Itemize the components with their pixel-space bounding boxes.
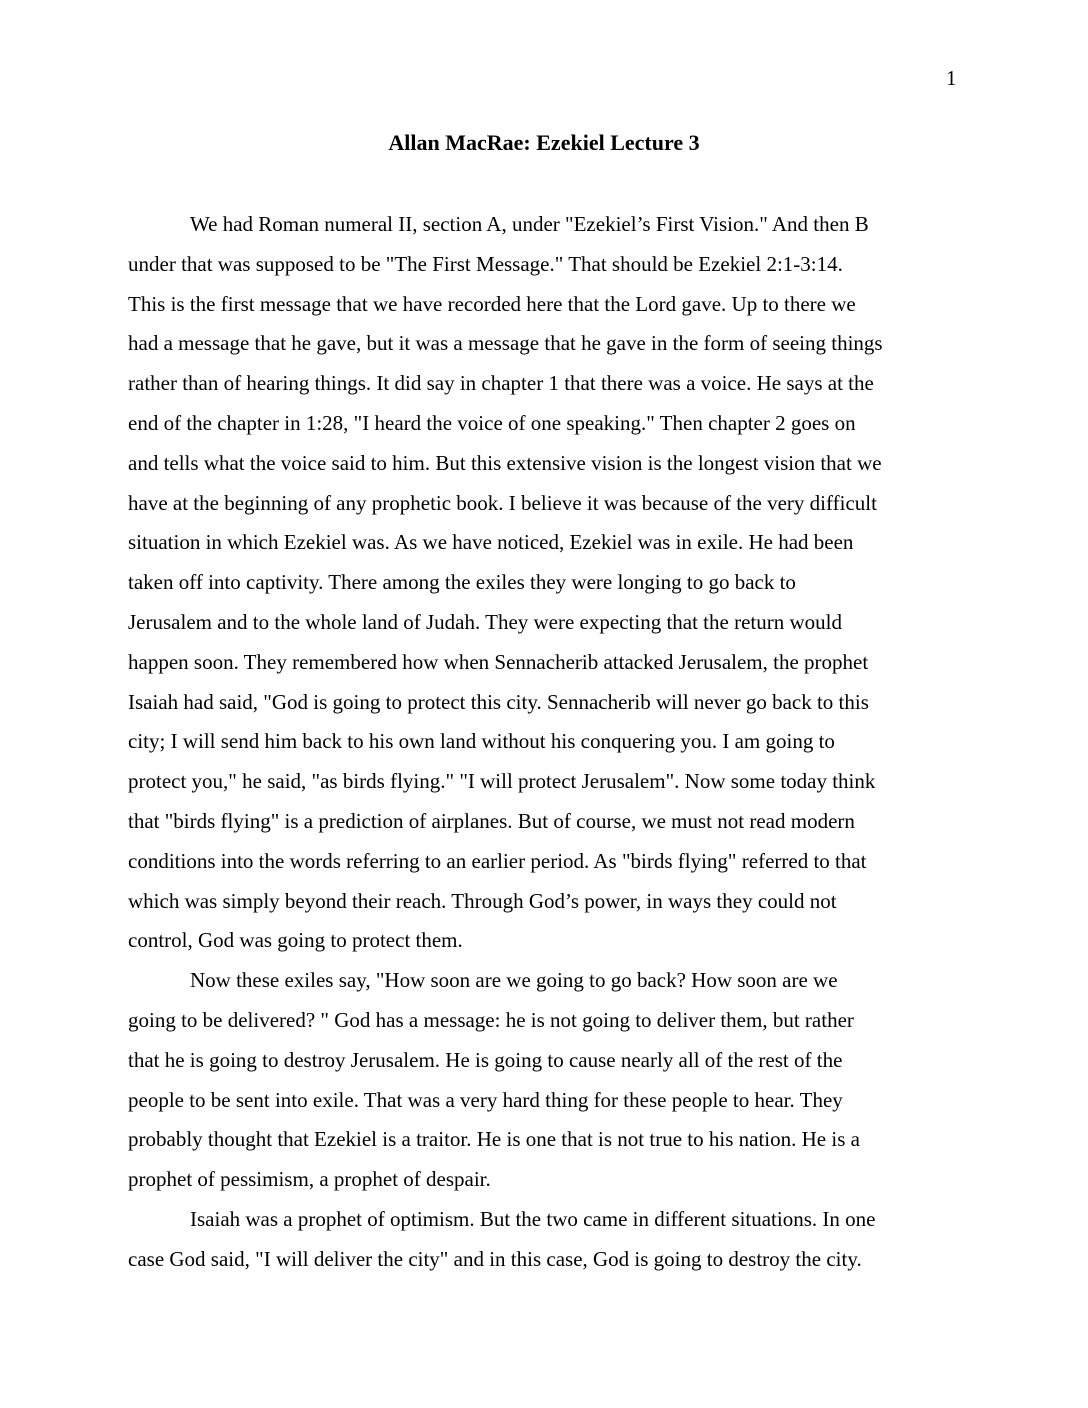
text-line: had a message that he gave, but it was a message that he gave in the form of seeing things — [128, 331, 883, 356]
text-line: that he is going to destroy Jerusalem. He is going to cause nearly all of the rest of the — [128, 1047, 843, 1072]
text-line: have at the beginning of any prophetic book. I believe it was because of the very difficult — [128, 490, 877, 515]
text-line: protect you," he said, "as birds flying." "I will protect Jerusalem". Now some today think — [128, 769, 876, 794]
text-line: case God said, "I will deliver the city" and in this case, God is going to destroy the city. — [128, 1246, 862, 1271]
text-line: probably thought that Ezekiel is a traitor. He is one that is not true to his nation. He is a — [128, 1127, 860, 1152]
text-line: conditions into the words referring to an earlier period. As "birds flying" referred to that — [128, 848, 867, 873]
text-line: and tells what the voice said to him. But this extensive vision is the longest vision that we — [128, 450, 882, 475]
text-line: situation in which Ezekiel was. As we have noticed, Ezekiel was in exile. He had been — [128, 530, 854, 555]
text-line: Jerusalem and to the whole land of Judah. They were expecting that the return would — [128, 609, 842, 634]
text-line: city; I will send him back to his own land without his conquering you. I am going to — [128, 729, 835, 754]
text-line: taken off into captivity. There among the exiles they were longing to go back to — [128, 570, 796, 595]
paragraph — [128, 961, 960, 1200]
text-line: Isaiah had said, "God is going to protect this city. Sennacherib will never go back to this — [128, 689, 869, 714]
text-line: Now these exiles say, "How soon are we going to go back? How soon are we — [190, 968, 838, 993]
text-line: rather than of hearing things. It did say in chapter 1 that there was a voice. He says at the — [128, 371, 874, 396]
paragraph — [128, 1200, 960, 1280]
text-line: This is the first message that we have recorded here that the Lord gave. Up to there we — [128, 291, 856, 316]
paragraph — [128, 205, 960, 961]
text-line: We had Roman numeral II, section A, under "Ezekiel’s First Vision." And then B — [190, 212, 869, 236]
text-line: end of the chapter in 1:28, "I heard the voice of one speaking." Then chapter 2 goes on — [128, 410, 856, 435]
text-line: which was simply beyond their reach. Through God’s power, in ways they could not — [128, 888, 837, 913]
text-line: control, God was going to protect them. — [128, 928, 463, 953]
text-line: under that was supposed to be "The First Message." That should be Ezekiel 2:1-3:14. — [128, 251, 843, 276]
document-body — [128, 205, 960, 1280]
text-line: that "birds flying" is a prediction of airplanes. But of course, we must not read modern — [128, 808, 855, 833]
text-line: people to be sent into exile. That was a very hard thing for these people to hear. They — [128, 1087, 843, 1112]
text-line: Isaiah was a prophet of optimism. But the two came in different situations. In one — [190, 1206, 876, 1231]
page-number: 1 — [946, 66, 957, 90]
text-line: prophet of pessimism, a prophet of despair. — [128, 1167, 491, 1192]
page-title: Allan MacRae: Ezekiel Lecture 3 — [388, 130, 700, 155]
text-line: going to be delivered? " God has a message: he is not going to deliver them, but rather — [128, 1007, 854, 1032]
text-line: happen soon. They remembered how when Sennacherib attacked Jerusalem, the prophet — [128, 649, 869, 674]
